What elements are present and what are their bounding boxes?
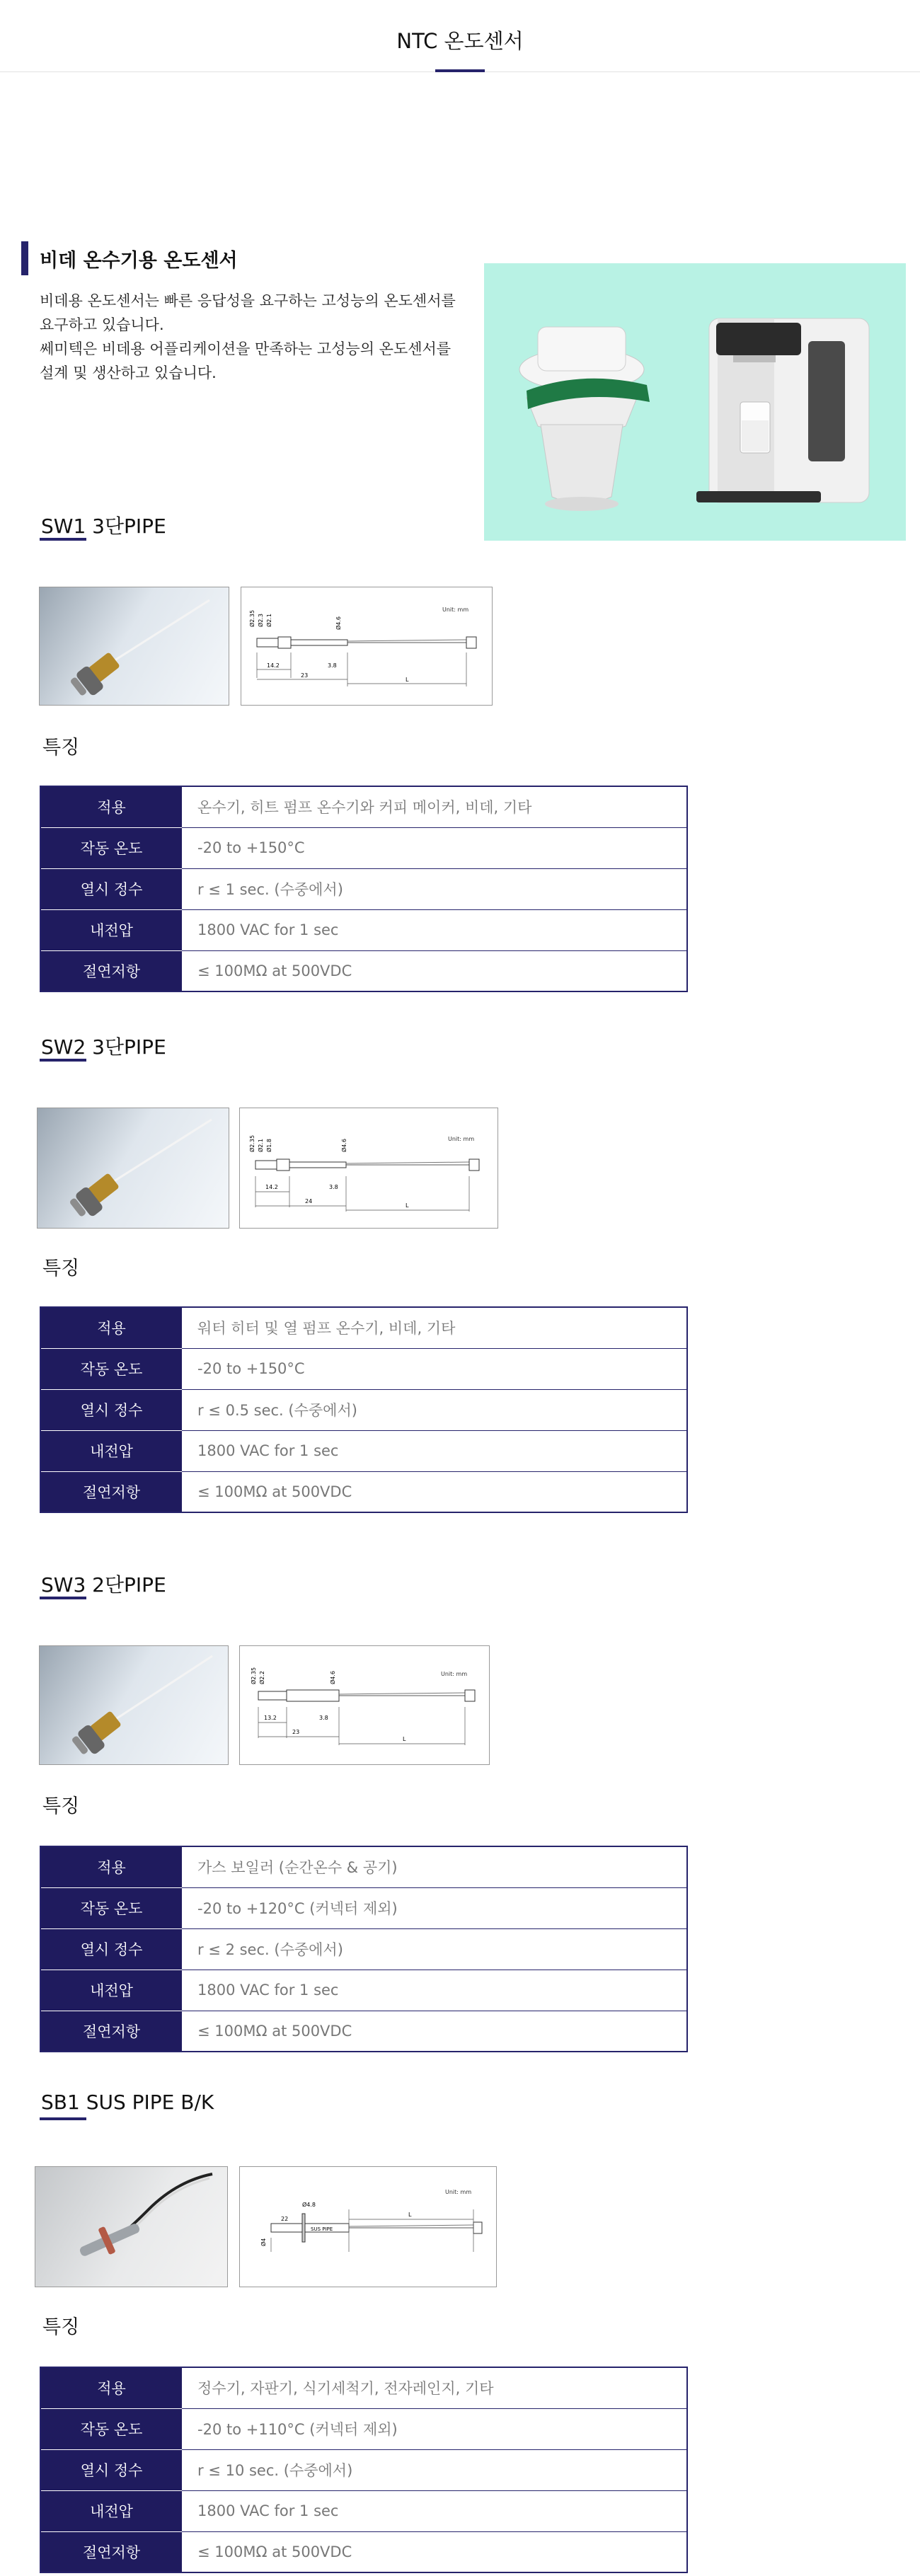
features-heading: 특징	[42, 1258, 80, 1280]
table-row	[40, 1887, 687, 1928]
spec-table	[40, 1306, 688, 1513]
product-title: SW2 3단PIPE	[41, 1035, 166, 1059]
dimension-label: SUS PIPE	[311, 2226, 333, 2232]
features-heading: 특징	[42, 2316, 80, 2338]
table-row	[40, 909, 687, 950]
spec-label: 적용	[40, 2367, 182, 2408]
dimension-label: Ø2.35	[249, 609, 255, 627]
table-row	[40, 2408, 687, 2449]
spec-label: 내전압	[40, 2490, 182, 2531]
spec-value: 1800 VAC for 1 sec	[182, 1430, 687, 1471]
title-underline	[40, 1059, 86, 1062]
dimension-drawing	[239, 2166, 497, 2287]
intro-line: 비데용 온도센서는 빠른 응답성을 요구하는 고성능의 온도센서를	[40, 292, 456, 309]
product-photo	[37, 1108, 229, 1229]
spec-label: 내전압	[40, 909, 182, 950]
product-photo	[39, 587, 229, 706]
table-row	[40, 1348, 687, 1389]
table-row	[40, 1846, 687, 1887]
table-row	[40, 786, 687, 827]
dimension-label: Unit: mm	[445, 2189, 472, 2195]
dimension-label: L	[403, 1736, 406, 1742]
spec-label: 절연저항	[40, 950, 182, 991]
table-row	[40, 827, 687, 868]
table-row	[40, 1307, 687, 1348]
dimension-label: 14.2	[265, 1184, 278, 1190]
dimension-label: Ø2.1	[266, 613, 272, 627]
spec-table	[40, 1846, 688, 2052]
dimension-label: 23	[301, 672, 309, 679]
dimension-label: 3.8	[319, 1715, 328, 1721]
product-photo	[35, 2166, 228, 2287]
spec-value: 워터 히터 및 열 펌프 온수기, 비데, 기타	[182, 1307, 687, 1348]
product-title: SB1 SUS PIPE B/K	[41, 2091, 214, 2114]
spec-value: r ≤ 10 sec. (수중에서)	[182, 2449, 687, 2490]
spec-label: 작동 온도	[40, 827, 182, 868]
dimension-label: Ø2.35	[249, 1134, 255, 1152]
table-row	[40, 2011, 687, 2052]
dimension-label: Ø4.6	[330, 1670, 336, 1684]
spec-value: 온수기, 히트 펌프 온수기와 커피 메이커, 비데, 기타	[182, 786, 687, 827]
spec-label: 절연저항	[40, 2531, 182, 2572]
intro-line: 요구하고 있습니다.	[40, 316, 164, 333]
spec-value: 1800 VAC for 1 sec	[182, 2490, 687, 2531]
page-title: NTC 온도센서	[396, 29, 524, 53]
spec-label: 열시 정수	[40, 1389, 182, 1430]
spec-value: 1800 VAC for 1 sec	[182, 1970, 687, 2011]
pipe-sensor-photo	[38, 1108, 229, 1229]
table-row	[40, 1430, 687, 1471]
table-row	[40, 1970, 687, 2011]
title-underline	[40, 538, 86, 541]
spec-label: 열시 정수	[40, 2449, 182, 2490]
spec-label: 적용	[40, 786, 182, 827]
spec-value: ≤ 100MΩ at 500VDC	[182, 2531, 687, 2572]
product-title: SW1 3단PIPE	[41, 514, 166, 538]
dimension-label: 3.8	[328, 662, 337, 669]
dimension-label: 3.8	[329, 1184, 338, 1190]
spec-label: 적용	[40, 1846, 182, 1887]
title-underline	[40, 2117, 86, 2120]
spec-value: ≤ 100MΩ at 500VDC	[182, 2011, 687, 2052]
spec-value: 가스 보일러 (순간온수 & 공기)	[182, 1846, 687, 1887]
dimension-label: Ø2.3	[258, 613, 264, 627]
dimension-label: Ø1.8	[266, 1138, 272, 1152]
dimension-label: Ø4	[260, 2238, 267, 2246]
spec-label: 절연저항	[40, 1471, 182, 1512]
title-underline	[40, 1597, 86, 1599]
bidet-and-water-dispenser-illustration	[484, 263, 906, 541]
section-accent-bar	[21, 241, 28, 275]
spec-value: ≤ 100MΩ at 500VDC	[182, 1471, 687, 1512]
dimension-drawing	[239, 1108, 498, 1229]
dimension-drawing	[241, 587, 493, 706]
spec-label: 열시 정수	[40, 1928, 182, 1970]
table-row	[40, 2367, 687, 2408]
dimension-label: Ø4.8	[302, 2202, 316, 2208]
spec-value: -20 to +150°C	[182, 827, 687, 868]
dimension-label: 23	[292, 1729, 300, 1735]
product-title: SW3 2단PIPE	[41, 1573, 166, 1597]
table-row	[40, 868, 687, 909]
spec-value: ≤ 100MΩ at 500VDC	[182, 950, 687, 991]
spec-value: -20 to +110°C (커넥터 제외)	[182, 2408, 687, 2449]
dimension-label: 13.2	[264, 1715, 277, 1721]
spec-value: -20 to +120°C (커넥터 제외)	[182, 1887, 687, 1928]
dimension-label: Ø4.6	[335, 616, 342, 630]
table-row	[40, 2449, 687, 2490]
spec-label: 내전압	[40, 1970, 182, 2011]
sensor-dimension-diagram	[240, 2167, 497, 2287]
dimension-label: Unit: mm	[441, 1671, 468, 1677]
table-row	[40, 2531, 687, 2572]
table-row	[40, 950, 687, 991]
spec-value: r ≤ 1 sec. (수중에서)	[182, 868, 687, 909]
dimension-label: Ø2.35	[251, 1667, 257, 1684]
dimension-label: L	[406, 677, 409, 683]
dimension-label: 14.2	[267, 662, 280, 669]
dimension-label: Ø4.6	[341, 1138, 347, 1152]
spec-label: 절연저항	[40, 2011, 182, 2052]
sensor-dimension-diagram	[240, 1108, 498, 1229]
pipe-sensor-photo	[40, 1646, 229, 1765]
spec-label: 작동 온도	[40, 2408, 182, 2449]
sus-pipe-sensor-photo	[35, 2167, 228, 2287]
intro-line: 쎄미텍은 비데용 어플리케이션을 만족하는 고성능의 온도센서를	[40, 340, 452, 357]
sensor-dimension-diagram	[241, 587, 493, 706]
spec-value: r ≤ 0.5 sec. (수중에서)	[182, 1389, 687, 1430]
features-heading: 특징	[42, 1795, 80, 1817]
spec-label: 열시 정수	[40, 868, 182, 909]
pipe-sensor-photo	[40, 587, 229, 706]
dimension-label: L	[408, 2212, 412, 2218]
top-header	[0, 0, 920, 72]
dimension-label: 24	[305, 1198, 313, 1204]
table-row	[40, 1389, 687, 1430]
table-row	[40, 1471, 687, 1512]
dimension-label: L	[406, 1202, 409, 1209]
features-heading: 특징	[42, 737, 80, 759]
spec-value: r ≤ 2 sec. (수중에서)	[182, 1928, 687, 1970]
intro-title: 비데 온수기용 온도센서	[40, 250, 238, 272]
spec-label: 내전압	[40, 1430, 182, 1471]
spec-label: 적용	[40, 1307, 182, 1348]
spec-value: 1800 VAC for 1 sec	[182, 909, 687, 950]
sensor-dimension-diagram	[240, 1646, 490, 1765]
active-tab-indicator	[435, 69, 485, 72]
spec-value: 정수기, 자판기, 식기세척기, 전자레인지, 기타	[182, 2367, 687, 2408]
product-photo	[39, 1645, 229, 1765]
spec-label: 작동 온도	[40, 1348, 182, 1389]
spec-value: -20 to +150°C	[182, 1348, 687, 1389]
intro-line: 설계 및 생산하고 있습니다.	[40, 364, 217, 381]
dimension-label: Ø2.2	[259, 1670, 265, 1684]
spec-label: 작동 온도	[40, 1887, 182, 1928]
table-row	[40, 1928, 687, 1970]
spec-table	[40, 786, 688, 992]
dimension-label: Unit: mm	[448, 1136, 475, 1142]
dimension-label: Ø2.1	[258, 1138, 264, 1152]
unit-label: Unit: mm	[442, 606, 469, 613]
table-row	[40, 2490, 687, 2531]
dimension-label: 22	[281, 2216, 289, 2222]
spec-table	[40, 2367, 688, 2573]
dimension-drawing	[239, 1645, 490, 1765]
intro-description	[40, 289, 478, 385]
hero-image	[484, 263, 906, 541]
